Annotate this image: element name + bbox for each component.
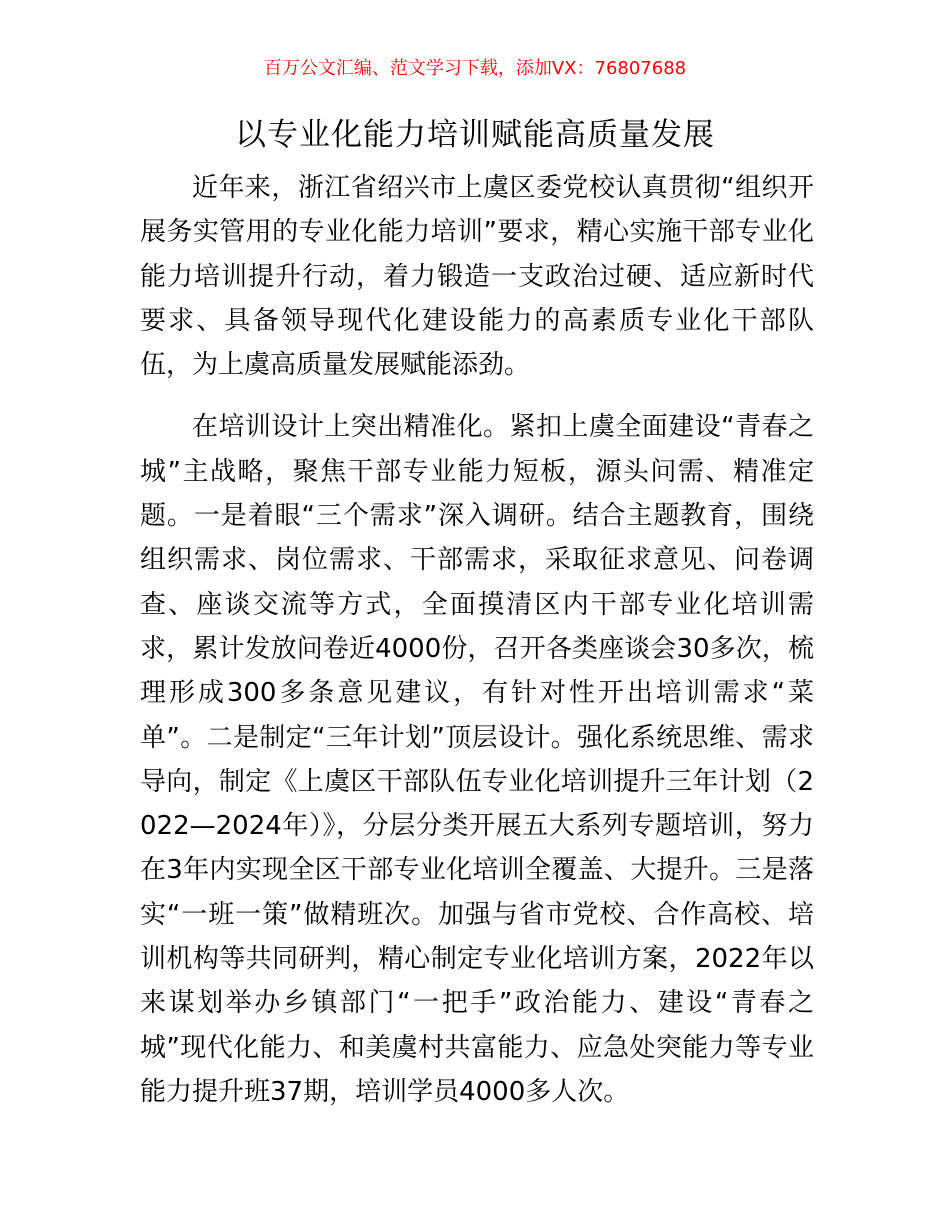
paragraph-intro: 近年来，浙江省绍兴市上虞区委党校认真贯彻“组织开展务实管用的专业化能力培训”要求，精心实施干部专业化能力培训提升行动，着力锻造一支政治过硬、适应新时代要求、具备领导现代化建设能力的高素质专业化干部队伍，为上虞高质量发展赋能添劲。 <box>140 173 814 381</box>
paragraph-training-design: 在培训设计上突出精准化。紧扣上虞全面建设“青春之城”主战略，聚焦干部专业能力短板，源头问需、精准定题。一是着眼“三个需求”深入调研。结合主题教育，围绕组织需求、岗位需求、干部需求，采取征求意见、问卷调查、座谈交流等方式，全面摸清区内干部专业化培训需求，累计发放问卷近4000份，召开各类座谈会30多次，梳理形成300多条意见建议，有针对性开出培训需求“菜单”。二是制定“三年计划”顶层设计。强化系统思维、需求导向，制定《上虞区干部队伍专业化培训提升三年计划（2022—2024年）》，分层分类开展五大系列专题培训，努力在3年内实现全区干部专业化培训全覆盖、大提升。三是落实“一班一策”做精班次。加强与省市党校、合作高校、培训机构等共同研判，精心制定专业化培训方案，2022年以来谋划举办乡镇部门“一把手”政治能力、建设“青春之城”现代化能力、和美虞村共富能力、应急处突能力等专业能力提升班37期，培训学员4000多人次。 <box>140 412 814 1107</box>
document-title: 以专业化能力培训赋能高质量发展 <box>235 117 715 153</box>
header-promo-note: 百万公文汇编、范文学习下载，添加VX：76807688 <box>263 58 687 79</box>
document-body <box>140 166 814 1114</box>
